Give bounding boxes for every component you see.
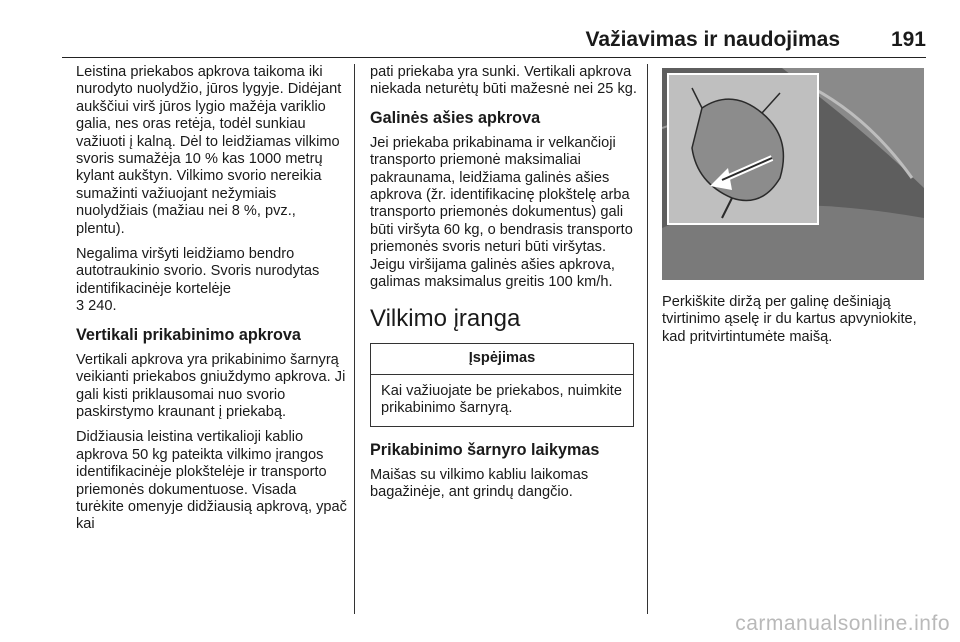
illustration-caption: Perkiškite diržą per galinę dešiniąją tvirtinimo ąselę ir du kartus apvyniokite, kad pritvirtintumėte maišą.	[662, 294, 917, 345]
page-header-title: Važiavimas ir naudojimas	[585, 28, 840, 51]
column-3	[662, 64, 924, 354]
paragraph-coupling-storage: Maišas su vilkimo kabliu laikomas bagažinėje, ant grindų dangčio.	[370, 466, 589, 501]
paragraph-vertical-load: Vertikali apkrova yra prikabinimo šarnyrą veikianti priekabos gniuždymo apkrova. Ji gali kisti priklausomai nuo svorio paskirstymo kraunant į priekabą.	[76, 351, 346, 420]
watermark: carmanualsonline.info	[735, 612, 950, 635]
heading-vertical-load: Vertikali prikabinimo apkrova	[76, 325, 301, 344]
heading-coupling-storage: Prikabinimo šarnyro laikymas	[370, 440, 600, 459]
paragraph-altitude: Leistina priekabos apkrova taikoma iki nurodyto nuolydžio, jūros lygyje. Didėjant aukščiui virš jūros lygio mažėja variklio galia, nes oras retėja, todėl sunkiau važiuoti į kalną. Dėl to leidžiamas vilkimo svoris sumažėja 10 % kas 1000 metrų kylant aukštyn. Vilkimo svorio nereikia sumažinti važiuojant nežymiais nuolydžiais (mažiau nei 8 %, pvz., plentu).	[76, 64, 342, 237]
warning-body: Kai važiuojate be priekabos, nuimkite prikabinimo šarnyrą.	[381, 382, 622, 417]
column-rule-1	[354, 64, 355, 614]
column-rule-2	[647, 64, 648, 614]
header-rule	[62, 57, 926, 58]
page-reference-link[interactable]: 3 240.	[76, 298, 117, 315]
illustration-luggage-compartment	[662, 68, 924, 280]
warning-title: Įspėjimas	[371, 344, 633, 374]
page-number: 191	[890, 28, 926, 51]
paragraph-min-vertical-load: pati priekaba yra sunki. Vertikali apkrova niekada neturėtų būti mažesnė nei 25 kg.	[370, 64, 637, 98]
paragraph-combination-weight	[76, 246, 348, 316]
paragraph-rear-axle-load: Jei priekaba prikabinama ir velkančioji transporto priemonė maksimaliai pakraunama, leidžiama galinės ašies apkrova (žr. identifikacinę plokštelę arba transporto priemonės dokumentus) gali būti viršyta 60 kg, o bendrasis transporto priemonės svoris neturi būti viršytas. Jeigu viršijama galinės ašies apkrova, galimas maksimalus greitis 100 km/h.	[370, 134, 633, 291]
warning-box	[370, 343, 634, 426]
illustration-drawing	[662, 68, 924, 280]
heading-towing-equipment: Vilkimo įranga	[370, 305, 521, 333]
paragraph-combination-weight-text: Negalima viršyti leidžiamo bendro autotraukinio svorio. Svoris nurodytas identifikacinėje kortelėje	[76, 246, 320, 297]
heading-rear-axle-load: Galinės ašies apkrova	[370, 108, 541, 127]
column-2	[370, 64, 638, 510]
paragraph-max-vertical-load: Didžiausia leistina vertikalioji kablio apkrova 50 kg pateikta vilkimo įrangos identifikacinėje plokštelėje ir transporto priemonės dokumentuose. Visada turėkite omenyje didžiausią apkrovą, ypač kai	[76, 429, 347, 533]
column-1	[76, 64, 348, 542]
